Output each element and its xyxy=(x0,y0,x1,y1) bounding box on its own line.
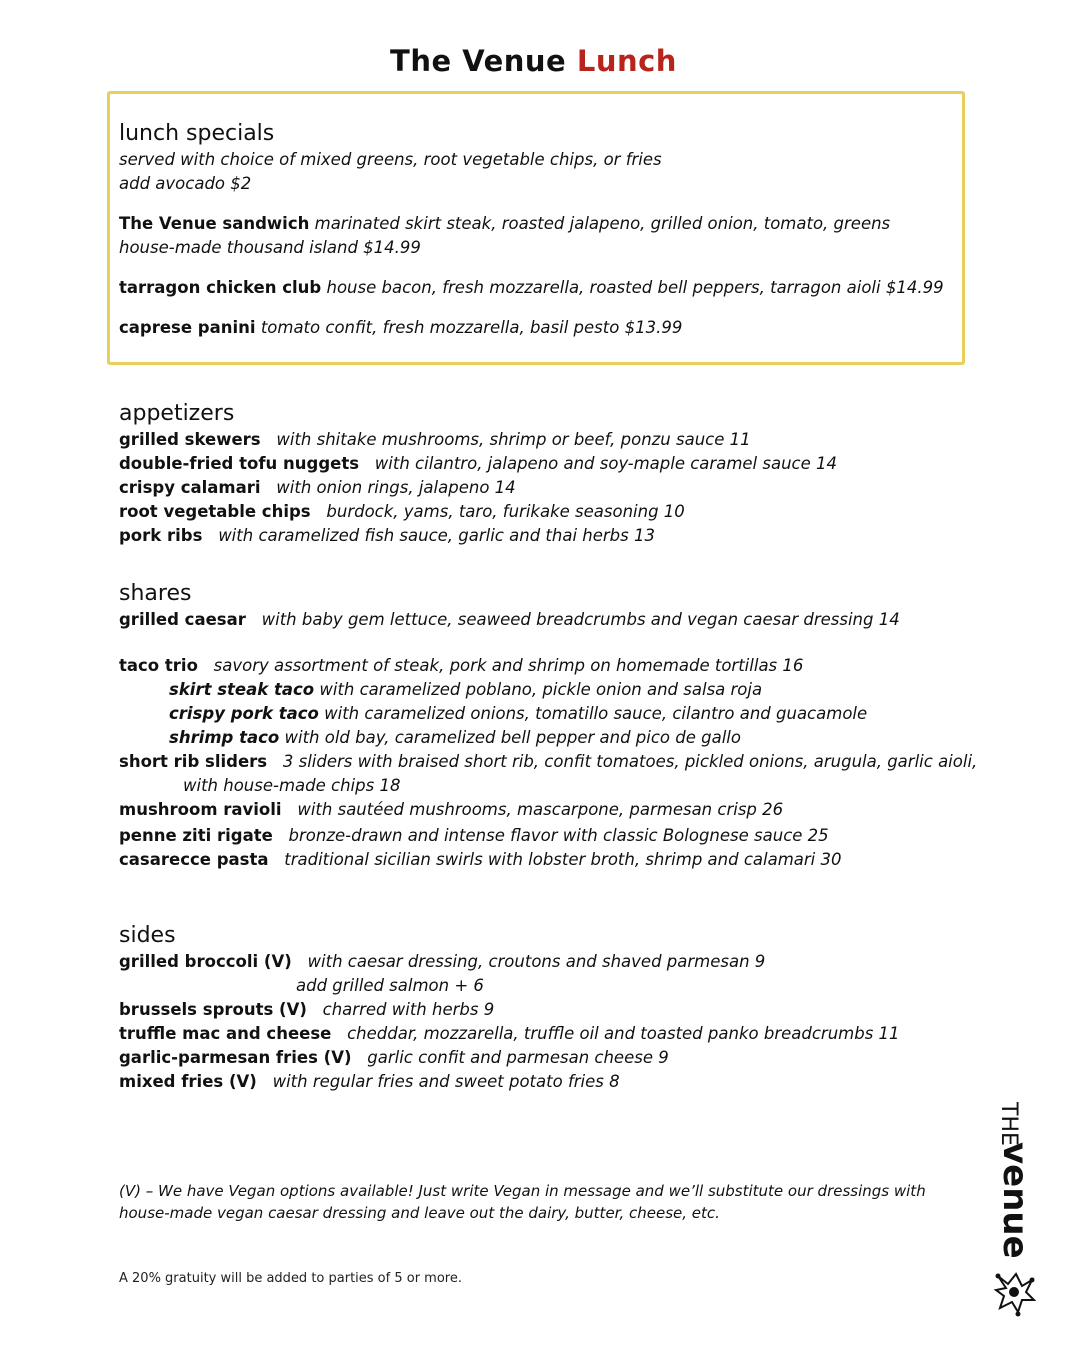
item-desc: marinated skirt steak, roasted jalapeno, grilled onion, tomato, greens xyxy=(314,214,891,233)
item-name: caprese panini xyxy=(119,318,256,337)
menu-item xyxy=(119,428,837,452)
item-desc: tomato confit, fresh mozzarella, basil pesto $13.99 xyxy=(260,318,683,337)
item-desc: cheddar, mozzarella, truffle oil and toasted panko breadcrumbs 11 xyxy=(347,1024,900,1043)
taco-item xyxy=(119,678,977,702)
menu-item xyxy=(119,824,977,848)
vegan-note xyxy=(119,1180,926,1224)
item-name: short rib sliders xyxy=(119,752,268,771)
item-name: taco trio xyxy=(119,656,198,675)
menu-item xyxy=(119,452,837,476)
menu-item xyxy=(119,798,977,822)
item-desc: garlic confit and parmesan cheese 9 xyxy=(367,1048,669,1067)
taco-name: crispy pork taco xyxy=(169,704,319,723)
item-name: garlic-parmesan fries (V) xyxy=(119,1048,352,1067)
jester-mascot-icon xyxy=(996,1274,1035,1317)
sides-section xyxy=(119,922,900,1094)
item-name: truffle mac and cheese xyxy=(119,1024,332,1043)
item-desc: with caramelized fish sauce, garlic and thai herbs 13 xyxy=(218,526,655,545)
menu-item xyxy=(119,500,837,524)
item-desc-cont: add grilled salmon + 6 xyxy=(296,976,484,995)
item-desc: with baby gem lettuce, seaweed breadcrumbs and vegan caesar dressing 14 xyxy=(261,610,900,629)
item-name: grilled broccoli (V) xyxy=(119,952,292,971)
title-accent: Lunch xyxy=(576,44,677,78)
logo-text-light: THE xyxy=(996,1102,1021,1146)
item-desc: bronze-drawn and intense flavor with classic Bolognese sauce 25 xyxy=(288,826,829,845)
item-name: penne ziti rigate xyxy=(119,826,273,845)
item-desc: with sautéed mushrooms, mascarpone, parmesan crisp 26 xyxy=(297,800,784,819)
item-desc: traditional sicilian swirls with lobster broth, shrimp and calamari 30 xyxy=(284,850,842,869)
menu-item xyxy=(119,848,977,872)
menu-item xyxy=(119,950,900,974)
logo-text-bold: venue xyxy=(995,1142,1035,1259)
menu-item xyxy=(119,1070,900,1094)
item-desc: house bacon, fresh mozzarella, roasted bell peppers, tarragon aioli $14.99 xyxy=(326,278,944,297)
item-name: crispy calamari xyxy=(119,478,261,497)
menu-item xyxy=(119,476,837,500)
specials-subtitle: served with choice of mixed greens, root vegetable chips, or fries xyxy=(119,150,662,169)
taco-desc: with old bay, caramelized bell pepper and pico de gallo xyxy=(284,728,741,747)
menu-item xyxy=(119,212,944,236)
item-desc-cont: with house-made chips 18 xyxy=(183,776,401,795)
vegan-note-line: (V) – We have Vegan options available! Just write Vegan in message and we’ll substitute our dressings with xyxy=(119,1182,926,1200)
taco-item xyxy=(119,726,977,750)
taco-item xyxy=(119,702,977,726)
venue-logo-svg xyxy=(990,1100,1036,1320)
shares-heading: shares xyxy=(119,581,192,606)
item-name: double-fried tofu nuggets xyxy=(119,454,360,473)
gratuity-note: A 20% gratuity will be added to parties of 5 or more. xyxy=(119,1271,462,1286)
item-name: The Venue sandwich xyxy=(119,214,310,233)
title-main: The Venue xyxy=(390,44,567,78)
menu-item xyxy=(119,316,944,340)
item-name: mixed fries (V) xyxy=(119,1072,257,1091)
venue-logo xyxy=(990,1100,1036,1320)
item-name: tarragon chicken club xyxy=(119,278,322,297)
item-desc: with regular fries and sweet potato fries 8 xyxy=(272,1072,620,1091)
item-name: casarecce pasta xyxy=(119,850,269,869)
taco-name: skirt steak taco xyxy=(169,680,315,699)
appetizers-heading: appetizers xyxy=(119,401,235,426)
specials-section xyxy=(119,120,944,340)
menu-item xyxy=(119,276,944,300)
specials-heading: lunch specials xyxy=(119,121,275,146)
shares-section xyxy=(119,580,977,872)
menu-item xyxy=(119,608,977,632)
item-desc: with shitake mushrooms, shrimp or beef, ponzu sauce 11 xyxy=(276,430,751,449)
taco-desc: with caramelized poblano, pickle onion and salsa roja xyxy=(319,680,763,699)
item-desc: charred with herbs 9 xyxy=(322,1000,495,1019)
item-desc: 3 sliders with braised short rib, confit tomatoes, pickled onions, arugula, garlic aioli, xyxy=(282,752,978,771)
item-desc: savory assortment of steak, pork and shrimp on homemade tortillas 16 xyxy=(213,656,804,675)
sides-heading: sides xyxy=(119,923,176,948)
specials-addon: add avocado $2 xyxy=(119,174,252,193)
item-name: brussels sprouts (V) xyxy=(119,1000,307,1019)
page-title xyxy=(0,44,1067,78)
appetizers-section xyxy=(119,400,837,548)
menu-item xyxy=(119,654,977,678)
vegan-note-line: house-made vegan caesar dressing and leave out the dairy, butter, cheese, etc. xyxy=(119,1204,720,1222)
item-desc: with cilantro, jalapeno and soy-maple caramel sauce 14 xyxy=(374,454,837,473)
item-desc-cont: house-made thousand island $14.99 xyxy=(119,238,421,257)
item-name: grilled caesar xyxy=(119,610,246,629)
item-name: pork ribs xyxy=(119,526,203,545)
item-desc: burdock, yams, taro, furikake seasoning 10 xyxy=(326,502,685,521)
taco-desc: with caramelized onions, tomatillo sauce, cilantro and guacamole xyxy=(324,704,868,723)
menu-item xyxy=(119,998,900,1022)
menu-item xyxy=(119,750,977,774)
menu-item xyxy=(119,524,837,548)
taco-name: shrimp taco xyxy=(169,728,280,747)
item-name: mushroom ravioli xyxy=(119,800,282,819)
menu-item xyxy=(119,1046,900,1070)
item-name: root vegetable chips xyxy=(119,502,311,521)
item-desc: with onion rings, jalapeno 14 xyxy=(276,478,516,497)
menu-item xyxy=(119,1022,900,1046)
item-name: grilled skewers xyxy=(119,430,261,449)
item-desc: with caesar dressing, croutons and shaved parmesan 9 xyxy=(307,952,766,971)
